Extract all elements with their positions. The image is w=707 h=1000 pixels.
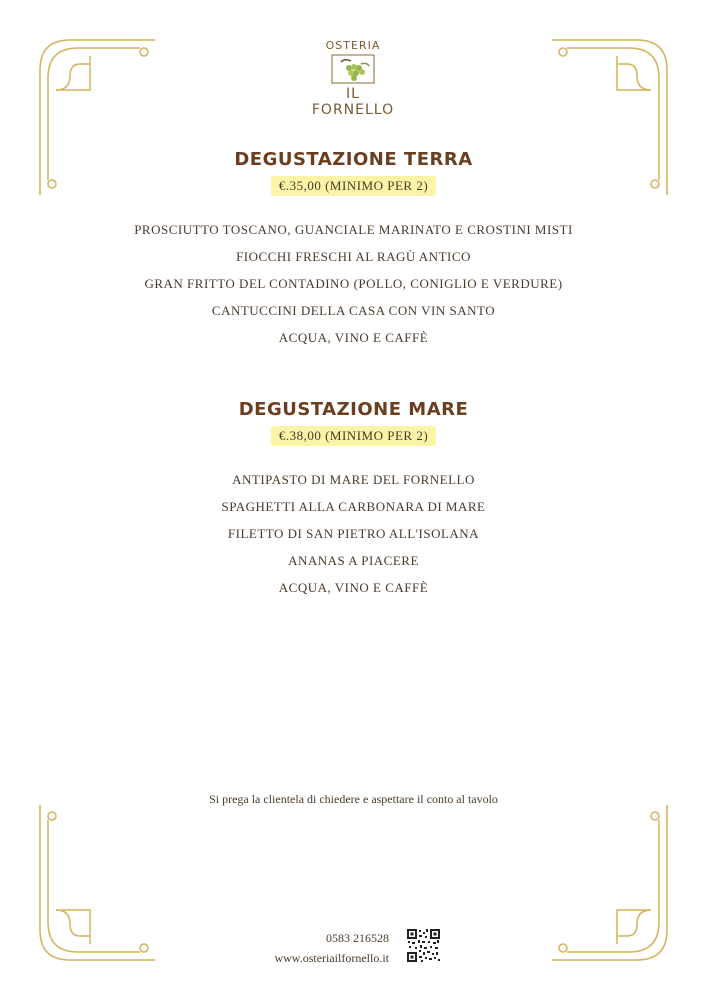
corner-frame-bottom-right xyxy=(547,800,677,970)
contact-info xyxy=(274,928,389,968)
menu-item: GRAN FRITTO DEL CONTADINO (POLLO, CONIGLIO E VERDURE) xyxy=(144,276,563,291)
menu-item: ANANAS A PIACERE xyxy=(288,553,419,568)
corner-frame-bottom-left xyxy=(30,800,160,970)
website-link[interactable]: www.osteriailfornello.it xyxy=(274,951,389,965)
grapes-icon xyxy=(331,54,375,84)
phone-number: 0583 216528 xyxy=(326,931,389,945)
section-mare xyxy=(0,398,707,601)
menu-item: PROSCIUTTO TOSCANO, GUANCIALE MARINATO E CROSTINI MISTI xyxy=(134,222,573,237)
price-badge: €.38,00 (MINIMO PER 2) xyxy=(271,426,436,446)
section-title: DEGUSTAZIONE TERRA xyxy=(234,149,473,170)
menu-item: SPAGHETTI ALLA CARBONARA DI MARE xyxy=(221,499,486,514)
menu-item: FILETTO DI SAN PIETRO ALL'ISOLANA xyxy=(227,526,480,541)
menu-item: ANTIPASTO DI MARE DEL FORNELLO xyxy=(232,472,475,487)
logo-bottom-text: IL FORNELLO xyxy=(311,86,395,118)
billing-note: Si prega la clientela di chiedere e aspettare il conto al tavolo xyxy=(209,792,498,806)
price-badge: €.35,00 (MINIMO PER 2) xyxy=(271,176,436,196)
menu-item: CANTUCCINI DELLA CASA CON VIN SANTO xyxy=(211,303,496,318)
menu-item: ACQUA, VINO E CAFFÈ xyxy=(278,580,429,595)
section-terra xyxy=(0,148,707,351)
restaurant-logo xyxy=(303,39,403,118)
menu-item: ACQUA, VINO E CAFFÈ xyxy=(278,330,429,345)
menu-list xyxy=(0,466,707,601)
logo-top-text: OSTERIA xyxy=(325,39,381,52)
section-title: DEGUSTAZIONE MARE xyxy=(238,399,469,420)
menu-list xyxy=(0,216,707,351)
qr-code-icon[interactable] xyxy=(406,928,441,963)
menu-item: FIOCCHI FRESCHI AL RAGÙ ANTICO xyxy=(236,249,471,264)
